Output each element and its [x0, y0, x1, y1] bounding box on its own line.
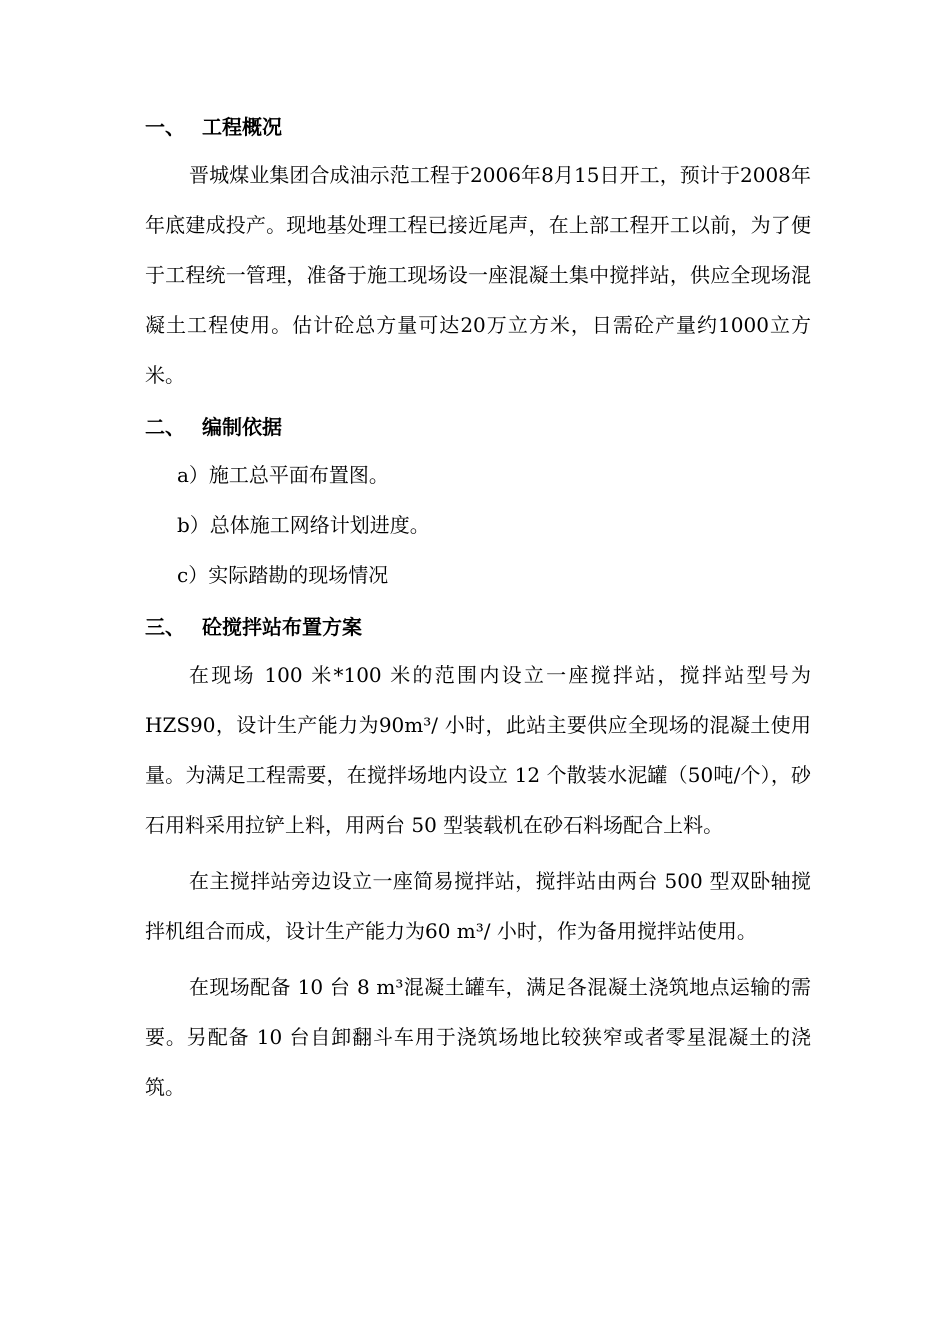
section-title: 编制依据	[202, 414, 282, 439]
section-heading-basis	[145, 400, 811, 450]
section-number: 一、	[145, 114, 185, 139]
layout-paragraph-vehicles: 在现场配备 10 台 8 m³混凝土罐车，满足各混凝土浇筑地点运输的需要。另配备 10 台自卸翻斗车用于浇筑场地比较狭窄或者零星混凝土的浇筑。	[145, 975, 811, 1099]
list-item: c）实际踏勘的现场情况	[177, 563, 389, 587]
section-title: 工程概况	[202, 114, 282, 139]
section-number: 二、	[145, 414, 185, 439]
section-title: 砼搅拌站布置方案	[202, 614, 362, 639]
list-item: b）总体施工网络计划进度。	[177, 513, 430, 537]
document-page	[145, 100, 811, 1112]
layout-paragraph-main-station: 在现场 100 米*100 米的范围内设立一座搅拌站，搅拌站型号为HZS90，设计生产能力为90m³/ 小时，此站主要供应全现场的混凝土使用量。为满足工程需要，在搅拌场地内设立 12 个散装水泥罐（50吨/个），砂石用料采用拉铲上料，用两台 50 型装载机在砂石料场配合上料。	[145, 663, 811, 837]
section-number: 三、	[145, 614, 185, 639]
section-heading-layout-plan	[145, 600, 811, 650]
section-heading-overview	[145, 100, 811, 150]
layout-paragraph-backup-station: 在主搅拌站旁边设立一座简易搅拌站，搅拌站由两台 500 型双卧轴搅拌机组合而成，设计生产能力为60 m³/ 小时，作为备用搅拌站使用。	[145, 869, 811, 943]
overview-paragraph: 晋城煤业集团合成油示范工程于2006年8月15日开工，预计于2008年年底建成投产。现地基处理工程已接近尾声，在上部工程开工以前，为了便于工程统一管理，准备于施工现场设一座混凝土集中搅拌站，供应全现场混凝土工程使用。估计砼总方量可达20万立方米，日需砼产量约1000立方米。	[145, 163, 811, 387]
list-item: a）施工总平面布置图。	[177, 463, 389, 487]
